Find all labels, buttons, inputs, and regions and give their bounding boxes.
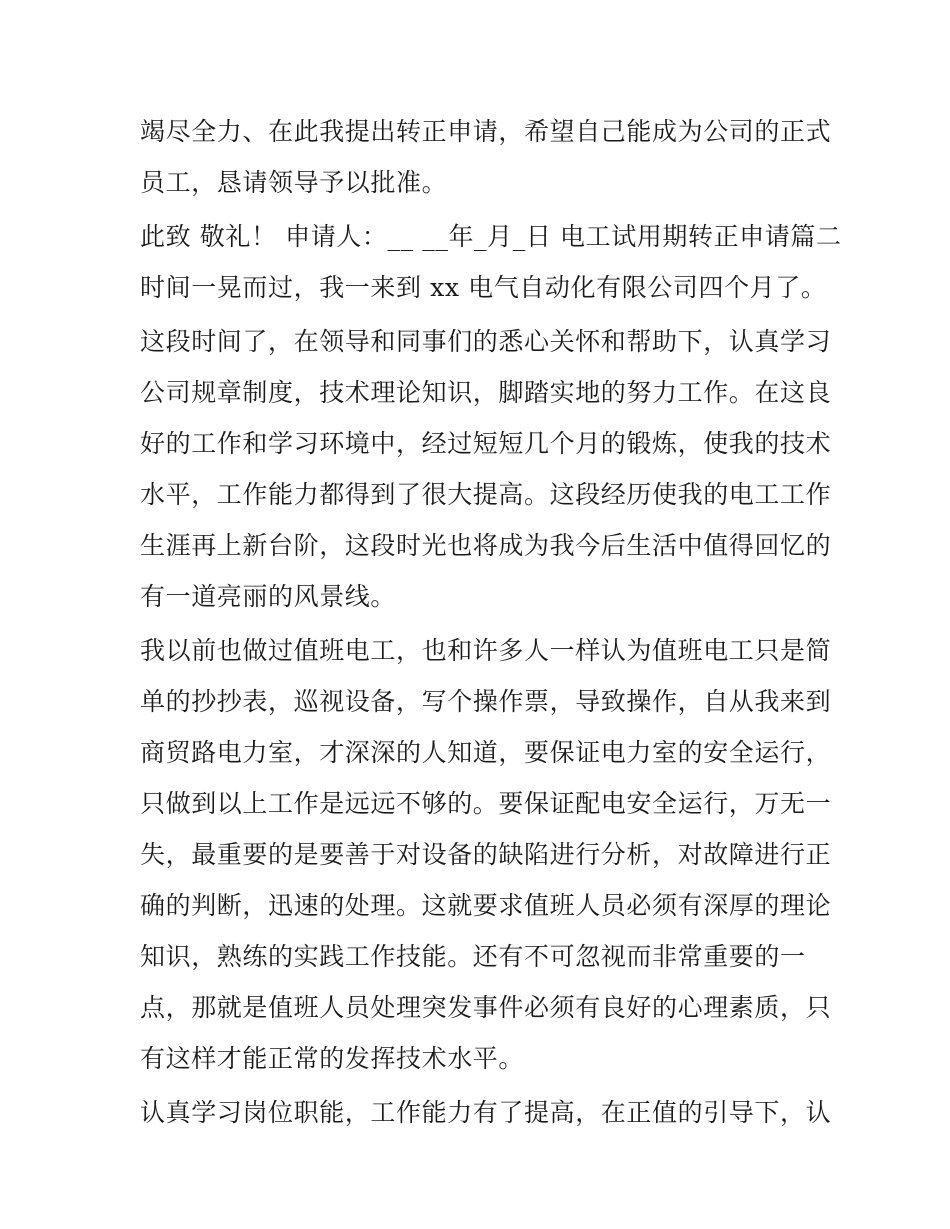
text-line: 这段时间了，在领导和同事们的悉心关怀和帮助下，认真学习 — [140, 327, 832, 356]
paragraph-3 — [140, 316, 832, 622]
text-line: 只做到以上工作是远远不够的。要保证配电安全运行，万无一 — [140, 789, 832, 818]
text-line: 点，那就是值班人员处理突发事件必须有良好的心理素质，只 — [140, 993, 832, 1022]
text-line: 单的抄抄表，巡视设备，写个操作票，导致操作，自从我来到 — [140, 687, 832, 716]
document-body — [140, 106, 842, 1141]
text-line: 有一道亮丽的风景线。 — [140, 582, 397, 611]
paragraph-5 — [140, 1087, 832, 1138]
text-line: 生涯再上新台阶，这段时光也将成为我今后生活中值得回忆的 — [140, 531, 832, 560]
text-line: 水平，工作能力都得到了很大提高。这段经历使我的电工工作 — [140, 480, 832, 509]
text-line: 认真学习岗位职能，工作能力有了提高，在正值的引导下，认 — [140, 1098, 832, 1127]
text-line: 失，最重要的是要善于对设备的缺陷进行分析，对故障进行正 — [140, 840, 832, 869]
text-line: 公司规章制度，技术理论知识，脚踏实地的努力工作。在这良 — [140, 378, 832, 407]
text-line: 知识，熟练的实践工作技能。还有不可忽视而非常重要的一 — [140, 942, 806, 971]
text-line: 有这样才能正常的发挥技术水平。 — [140, 1044, 525, 1073]
paragraph-1 — [140, 106, 832, 208]
text-line: 商贸路电力室，才深深的人知道，要保证电力室的安全运行， — [140, 738, 832, 767]
paragraph-4 — [140, 625, 832, 1084]
text-line: 好的工作和学习环境中，经过短短几个月的锻炼，使我的技术 — [140, 429, 832, 458]
text-line: 竭尽全力、在此我提出转正申请，希望自己能成为公司的正式 — [140, 117, 832, 146]
text-line: 此致 敬礼！ 申请人：__ __年_月_日 电工试用期转正申请篇二 — [140, 222, 842, 251]
text-line: 时间一晃而过，我一来到 xx 电气自动化有限公司四个月了。 — [140, 273, 827, 302]
paragraph-2 — [140, 211, 842, 313]
text-line: 确的判断，迅速的处理。这就要求值班人员必须有深厚的理论 — [140, 891, 832, 920]
text-line: 我以前也做过值班电工，也和许多人一样认为值班电工只是简 — [140, 636, 832, 665]
text-line: 员工，恳请领导予以批准。 — [140, 168, 448, 197]
